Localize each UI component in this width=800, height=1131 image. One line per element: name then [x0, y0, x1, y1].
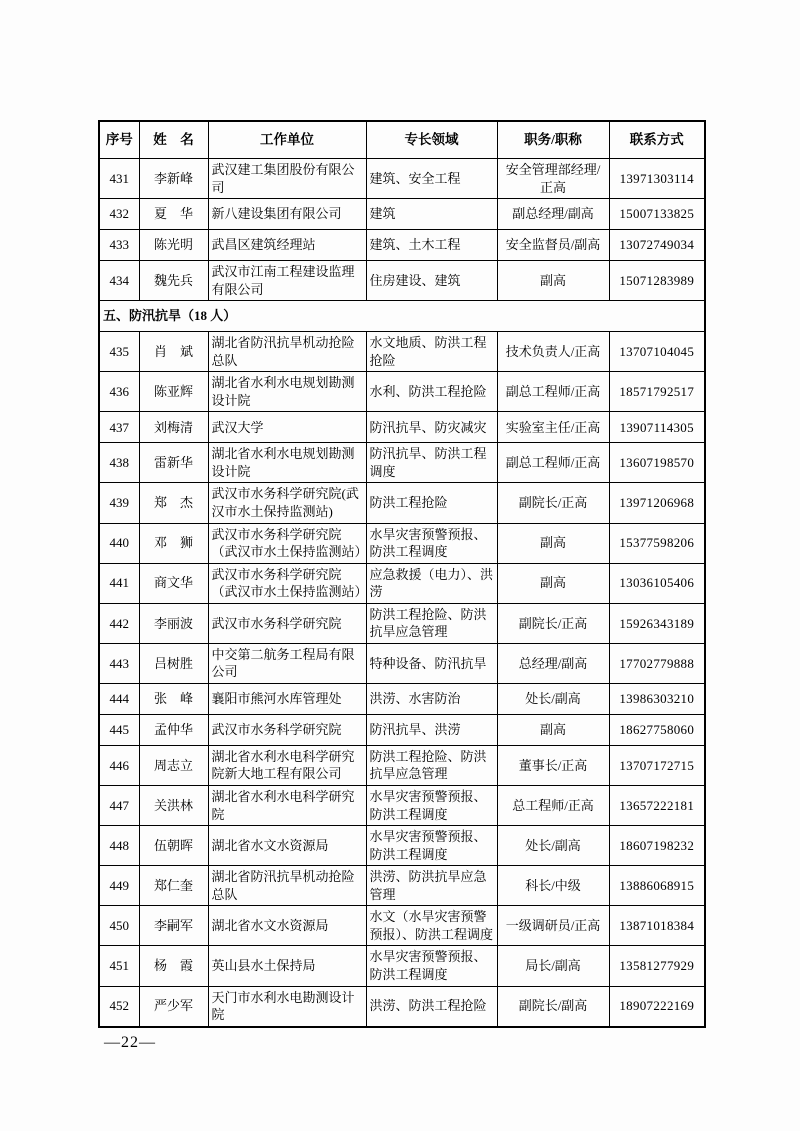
unit-cell: 襄阳市熊河水库管理处 — [208, 683, 366, 714]
experts-table-container — [98, 120, 704, 1028]
title-cell: 一级调研员/正高 — [497, 906, 609, 946]
table-row — [99, 523, 705, 563]
header-cell-name: 姓 名 — [139, 121, 208, 159]
unit-cell: 武汉建工集团股份有限公司 — [208, 159, 366, 199]
phone-cell: 13986303210 — [609, 683, 705, 714]
serial-cell: 442 — [99, 603, 139, 643]
table-row — [99, 906, 705, 946]
phone-cell: 13707172715 — [609, 745, 705, 785]
table-row — [99, 199, 705, 230]
serial-cell: 435 — [99, 332, 139, 372]
name-cell: 郑仁奎 — [139, 866, 208, 906]
unit-cell: 湖北省防汛抗旱机动抢险总队 — [208, 332, 366, 372]
name-cell: 夏 华 — [139, 199, 208, 230]
header-cell-specialty: 专长领域 — [366, 121, 497, 159]
phone-cell: 13581277929 — [609, 946, 705, 986]
title-cell: 副高 — [497, 523, 609, 563]
name-cell: 郑 杰 — [139, 483, 208, 523]
unit-cell: 武汉市水务科学研究院(武汉市水土保持监测站) — [208, 483, 366, 523]
phone-cell: 18571792517 — [609, 372, 705, 412]
serial-cell: 451 — [99, 946, 139, 986]
specialty-cell: 防洪工程抢险 — [366, 483, 497, 523]
serial-cell: 443 — [99, 643, 139, 683]
title-cell: 副总工程师/正高 — [497, 443, 609, 483]
phone-cell: 15926343189 — [609, 603, 705, 643]
serial-cell: 448 — [99, 826, 139, 866]
phone-cell: 18607198232 — [609, 826, 705, 866]
serial-cell: 434 — [99, 261, 139, 301]
specialty-cell: 洪涝、防洪工程抢险 — [366, 986, 497, 1027]
unit-cell: 湖北省水文水资源局 — [208, 906, 366, 946]
table-row — [99, 745, 705, 785]
table-row — [99, 563, 705, 603]
unit-cell: 武汉大学 — [208, 412, 366, 443]
name-cell: 陈光明 — [139, 230, 208, 261]
table-row — [99, 683, 705, 714]
unit-cell: 武汉市江南工程建设监理有限公司 — [208, 261, 366, 301]
specialty-cell: 水旱灾害预警预报、防洪工程调度 — [366, 523, 497, 563]
title-cell: 局长/副高 — [497, 946, 609, 986]
header-cell-title: 职务/职称 — [497, 121, 609, 159]
serial-cell: 450 — [99, 906, 139, 946]
unit-cell: 新八建设集团有限公司 — [208, 199, 366, 230]
table-row — [99, 261, 705, 301]
unit-cell: 武汉市水务科学研究院（武汉市水土保持监测站） — [208, 523, 366, 563]
serial-cell: 449 — [99, 866, 139, 906]
title-cell: 技术负责人/正高 — [497, 332, 609, 372]
name-cell: 伍朝晖 — [139, 826, 208, 866]
table-row — [99, 483, 705, 523]
serial-cell: 441 — [99, 563, 139, 603]
title-cell: 安全监督员/副高 — [497, 230, 609, 261]
unit-cell: 武汉市水务科学研究院 — [208, 714, 366, 745]
phone-cell: 13971206968 — [609, 483, 705, 523]
specialty-cell: 水文地质、防洪工程抢险 — [366, 332, 497, 372]
header-row — [99, 121, 705, 159]
specialty-cell: 防汛抗旱、防灾减灾 — [366, 412, 497, 443]
table-row — [99, 866, 705, 906]
table-row — [99, 412, 705, 443]
serial-cell: 447 — [99, 786, 139, 826]
title-cell: 总经理/副高 — [497, 643, 609, 683]
phone-cell: 13886068915 — [609, 866, 705, 906]
name-cell: 陈亚辉 — [139, 372, 208, 412]
phone-cell: 18907222169 — [609, 986, 705, 1027]
phone-cell: 13072749034 — [609, 230, 705, 261]
title-cell: 处长/副高 — [497, 826, 609, 866]
phone-cell: 18627758060 — [609, 714, 705, 745]
specialty-cell: 建筑 — [366, 199, 497, 230]
serial-cell: 431 — [99, 159, 139, 199]
section-title: 五、防汛抗旱（18 人） — [99, 301, 705, 332]
serial-cell: 437 — [99, 412, 139, 443]
phone-cell: 13907114305 — [609, 412, 705, 443]
phone-cell: 13607198570 — [609, 443, 705, 483]
title-cell: 处长/副高 — [497, 683, 609, 714]
name-cell: 肖 斌 — [139, 332, 208, 372]
name-cell: 周志立 — [139, 745, 208, 785]
section-row — [99, 301, 705, 332]
table-row — [99, 826, 705, 866]
unit-cell: 湖北省水利水电规划勘测设计院 — [208, 372, 366, 412]
specialty-cell: 水旱灾害预警预报、防洪工程调度 — [366, 826, 497, 866]
header-cell-unit: 工作单位 — [208, 121, 366, 159]
phone-cell: 15007133825 — [609, 199, 705, 230]
name-cell: 刘梅清 — [139, 412, 208, 443]
specialty-cell: 防洪工程抢险、防洪抗旱应急管理 — [366, 603, 497, 643]
specialty-cell: 防汛抗旱、防洪工程调度 — [366, 443, 497, 483]
title-cell: 副高 — [497, 714, 609, 745]
name-cell: 李丽波 — [139, 603, 208, 643]
name-cell: 张 峰 — [139, 683, 208, 714]
table-row — [99, 786, 705, 826]
specialty-cell: 水文（水旱灾害预警预报）、防洪工程调度 — [366, 906, 497, 946]
specialty-cell: 防汛抗旱、洪涝 — [366, 714, 497, 745]
table-row — [99, 332, 705, 372]
specialty-cell: 住房建设、建筑 — [366, 261, 497, 301]
table-row — [99, 159, 705, 199]
serial-cell: 438 — [99, 443, 139, 483]
title-cell: 董事长/正高 — [497, 745, 609, 785]
unit-cell: 湖北省水文水资源局 — [208, 826, 366, 866]
table-row — [99, 714, 705, 745]
table-row — [99, 230, 705, 261]
phone-cell: 13036105406 — [609, 563, 705, 603]
table-row — [99, 946, 705, 986]
serial-cell: 444 — [99, 683, 139, 714]
title-cell: 副总工程师/正高 — [497, 372, 609, 412]
name-cell: 商文华 — [139, 563, 208, 603]
phone-cell: 13971303114 — [609, 159, 705, 199]
serial-cell: 452 — [99, 986, 139, 1027]
serial-cell: 446 — [99, 745, 139, 785]
title-cell: 副总经理/副高 — [497, 199, 609, 230]
name-cell: 杨 霞 — [139, 946, 208, 986]
unit-cell: 湖北省水利水电科学研究院 — [208, 786, 366, 826]
unit-cell: 武汉市水务科学研究院 — [208, 603, 366, 643]
specialty-cell: 特种设备、防汛抗旱 — [366, 643, 497, 683]
title-cell: 副高 — [497, 261, 609, 301]
title-cell: 副高 — [497, 563, 609, 603]
table-row — [99, 643, 705, 683]
header-cell-serial: 序号 — [99, 121, 139, 159]
serial-cell: 445 — [99, 714, 139, 745]
serial-cell: 440 — [99, 523, 139, 563]
phone-cell: 17702779888 — [609, 643, 705, 683]
title-cell: 安全管理部经理/正高 — [497, 159, 609, 199]
unit-cell: 武昌区建筑经理站 — [208, 230, 366, 261]
unit-cell: 英山县水土保持局 — [208, 946, 366, 986]
title-cell: 副院长/正高 — [497, 603, 609, 643]
serial-cell: 439 — [99, 483, 139, 523]
table-row — [99, 603, 705, 643]
name-cell: 孟仲华 — [139, 714, 208, 745]
table-row — [99, 986, 705, 1027]
title-cell: 副院长/正高 — [497, 483, 609, 523]
phone-cell: 13871018384 — [609, 906, 705, 946]
unit-cell: 天门市水利水电勘测设计院 — [208, 986, 366, 1027]
specialty-cell: 水利、防洪工程抢险 — [366, 372, 497, 412]
name-cell: 吕树胜 — [139, 643, 208, 683]
title-cell: 总工程师/正高 — [497, 786, 609, 826]
name-cell: 李嗣军 — [139, 906, 208, 946]
phone-cell: 15377598206 — [609, 523, 705, 563]
phone-cell: 13657222181 — [609, 786, 705, 826]
specialty-cell: 建筑、土木工程 — [366, 230, 497, 261]
specialty-cell: 水旱灾害预警预报、防洪工程调度 — [366, 786, 497, 826]
serial-cell: 436 — [99, 372, 139, 412]
unit-cell: 中交第二航务工程局有限公司 — [208, 643, 366, 683]
name-cell: 严少军 — [139, 986, 208, 1027]
serial-cell: 432 — [99, 199, 139, 230]
unit-cell: 武汉市水务科学研究院（武汉市水土保持监测站） — [208, 563, 366, 603]
specialty-cell: 洪涝、防洪抗旱应急管理 — [366, 866, 497, 906]
serial-cell: 433 — [99, 230, 139, 261]
unit-cell: 湖北省防汛抗旱机动抢险总队 — [208, 866, 366, 906]
phone-cell: 15071283989 — [609, 261, 705, 301]
title-cell: 科长/中级 — [497, 866, 609, 906]
header-cell-phone: 联系方式 — [609, 121, 705, 159]
page-number: —22— — [104, 1034, 156, 1051]
specialty-cell: 水旱灾害预警预报、防洪工程调度 — [366, 946, 497, 986]
specialty-cell: 建筑、安全工程 — [366, 159, 497, 199]
title-cell: 实验室主任/正高 — [497, 412, 609, 443]
specialty-cell: 防洪工程抢险、防洪抗旱应急管理 — [366, 745, 497, 785]
name-cell: 魏先兵 — [139, 261, 208, 301]
experts-table — [98, 120, 706, 1028]
specialty-cell: 应急救援（电力）、洪涝 — [366, 563, 497, 603]
title-cell: 副院长/副高 — [497, 986, 609, 1027]
specialty-cell: 洪涝、水害防治 — [366, 683, 497, 714]
unit-cell: 湖北省水利水电科学研究院新大地工程有限公司 — [208, 745, 366, 785]
unit-cell: 湖北省水利水电规划勘测设计院 — [208, 443, 366, 483]
name-cell: 李新峰 — [139, 159, 208, 199]
phone-cell: 13707104045 — [609, 332, 705, 372]
name-cell: 邓 狮 — [139, 523, 208, 563]
name-cell: 雷新华 — [139, 443, 208, 483]
table-row — [99, 372, 705, 412]
table-row — [99, 443, 705, 483]
name-cell: 关洪林 — [139, 786, 208, 826]
